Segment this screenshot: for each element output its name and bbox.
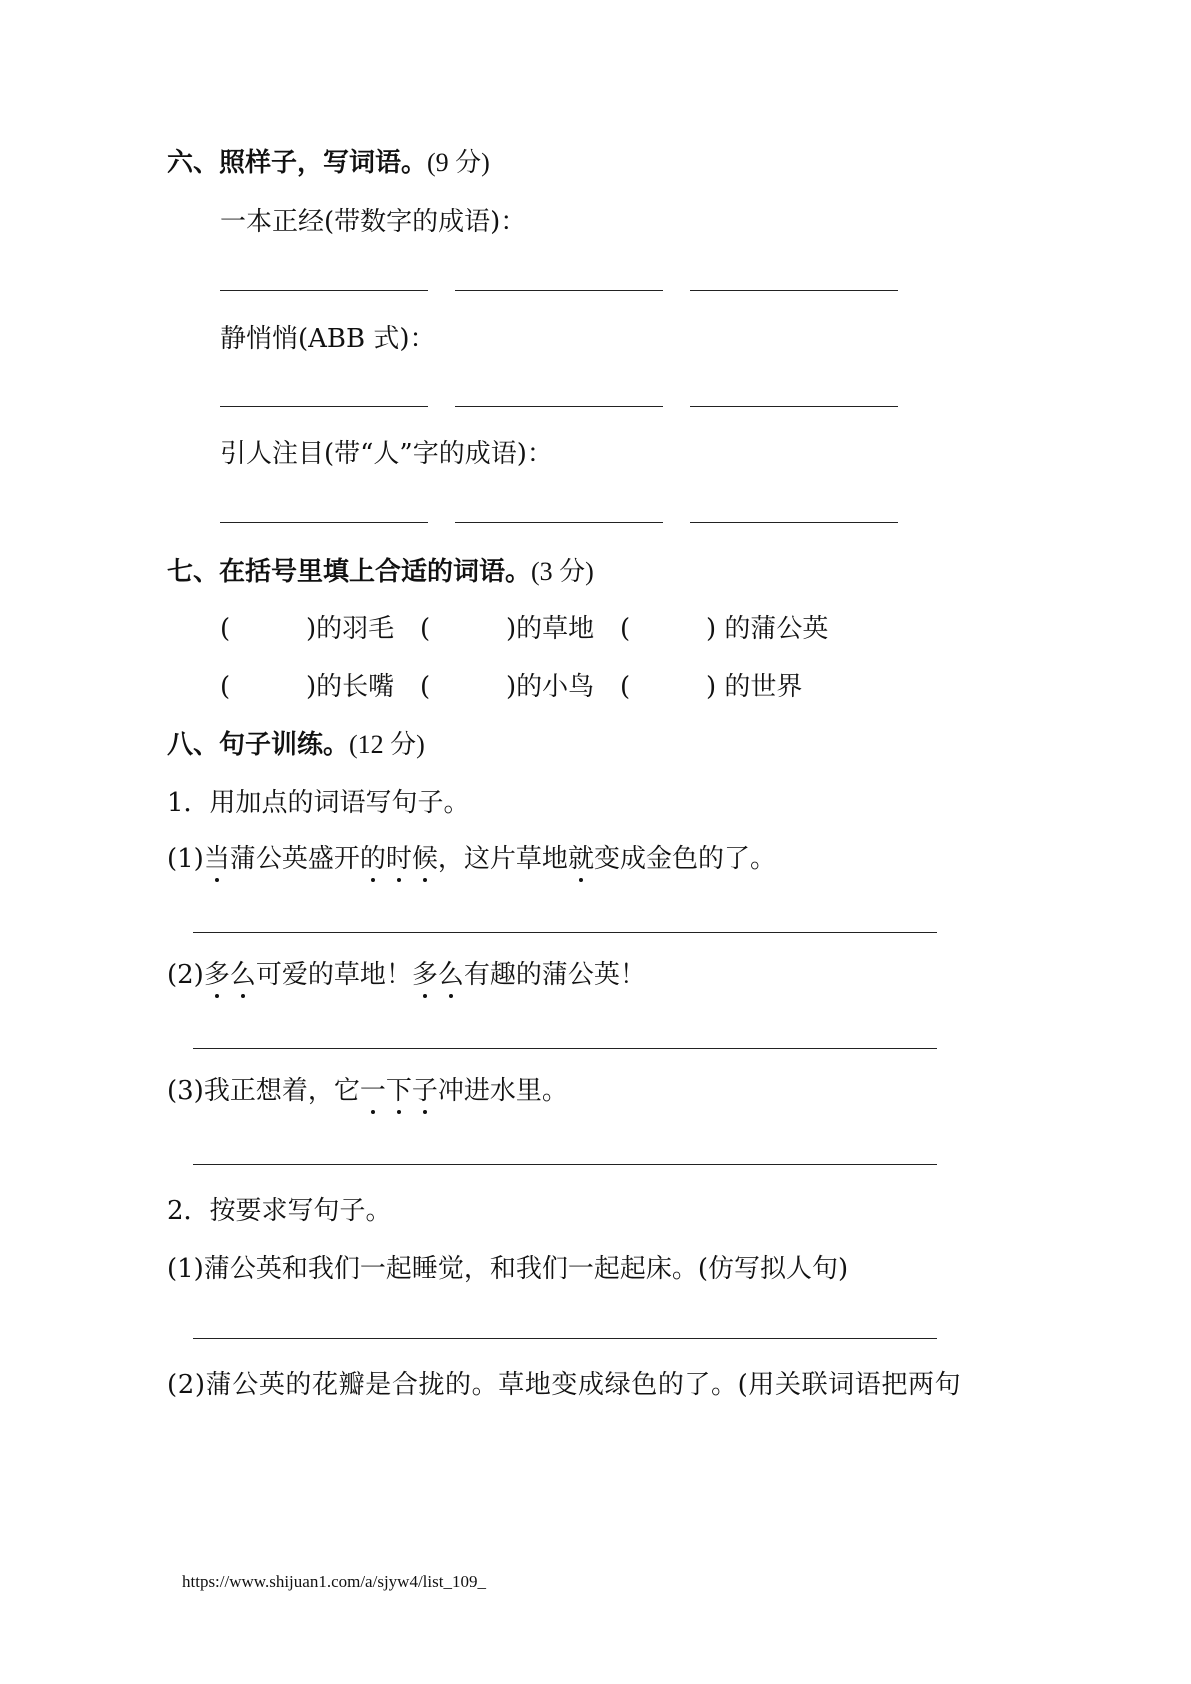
answer-blank[interactable] (690, 290, 898, 291)
section-6-heading (167, 146, 490, 180)
answer-blank[interactable] (455, 290, 663, 291)
sentence-answer-line[interactable] (193, 932, 937, 933)
section-8-title: 八、句子训练。 (167, 730, 350, 760)
section-7-points: (3 分) (531, 557, 594, 586)
answer-blank[interactable] (455, 406, 663, 407)
sentence-answer-line[interactable] (193, 1048, 937, 1049)
fill-paren-item[interactable]: ) 的蒲公英 (706, 614, 829, 644)
fill-paren-open: ( (220, 672, 231, 702)
section-6-title: 六、照样子，写词语。 (167, 148, 428, 178)
answer-blank[interactable] (220, 522, 428, 523)
footer-url: https://www.shijuan1.com/a/sjyw4/list_109_ (182, 1572, 486, 1591)
answer-blank[interactable] (690, 522, 898, 523)
answer-blank[interactable] (690, 406, 898, 407)
section-6-prompt-2: 静悄悄(ABB 式)： (220, 324, 436, 354)
sentence-answer-line[interactable] (193, 1164, 937, 1165)
fill-paren-open: ( (620, 672, 631, 702)
fill-paren-open: ( (420, 672, 431, 702)
fill-paren-open: ( (220, 614, 231, 644)
sentence-1: (1)当蒲公英盛开的时候，这片草地就变成金色的了。 (167, 844, 776, 874)
fill-paren-open: ( (420, 614, 431, 644)
fill-paren-open: ( (620, 614, 631, 644)
question-1: 1．用加点的词语写句子。 (167, 788, 470, 818)
section-6-prompt-1: 一本正经(带数字的成语)： (220, 207, 527, 237)
sentence-3: (3)我正想着，它一下子冲进水里。 (167, 1076, 568, 1106)
section-8-heading (167, 728, 425, 762)
fill-paren-item[interactable]: )的长嘴 (306, 672, 395, 702)
fill-paren-item[interactable]: ) 的世界 (706, 672, 803, 702)
sentence-answer-line[interactable] (193, 1338, 937, 1339)
section-7-heading (167, 555, 594, 589)
section-6-prompt-3: 引人注目(带“人”字的成语)： (220, 439, 553, 469)
section-6-points: (9 分) (427, 148, 490, 177)
fill-paren-item[interactable]: )的羽毛 (306, 614, 395, 644)
fill-paren-item[interactable]: )的草地 (506, 614, 595, 644)
answer-blank[interactable] (455, 522, 663, 523)
section-7-title: 七、在括号里填上合适的词语。 (167, 557, 532, 587)
fill-paren-item[interactable]: )的小鸟 (506, 672, 595, 702)
section-8-points: (12 分) (349, 730, 425, 759)
answer-blank[interactable] (220, 406, 428, 407)
sentence-4: (1)蒲公英和我们一起睡觉，和我们一起起床。(仿写拟人句) (167, 1254, 849, 1284)
sentence-5: (2)蒲公英的花瓣是合拢的。草地变成绿色的了。(用关联词语把两句 (167, 1370, 962, 1400)
question-2: 2．按要求写句子。 (167, 1196, 392, 1226)
answer-blank[interactable] (220, 290, 428, 291)
sentence-2: (2)多么可爱的草地！多么有趣的蒲公英！ (167, 960, 646, 990)
